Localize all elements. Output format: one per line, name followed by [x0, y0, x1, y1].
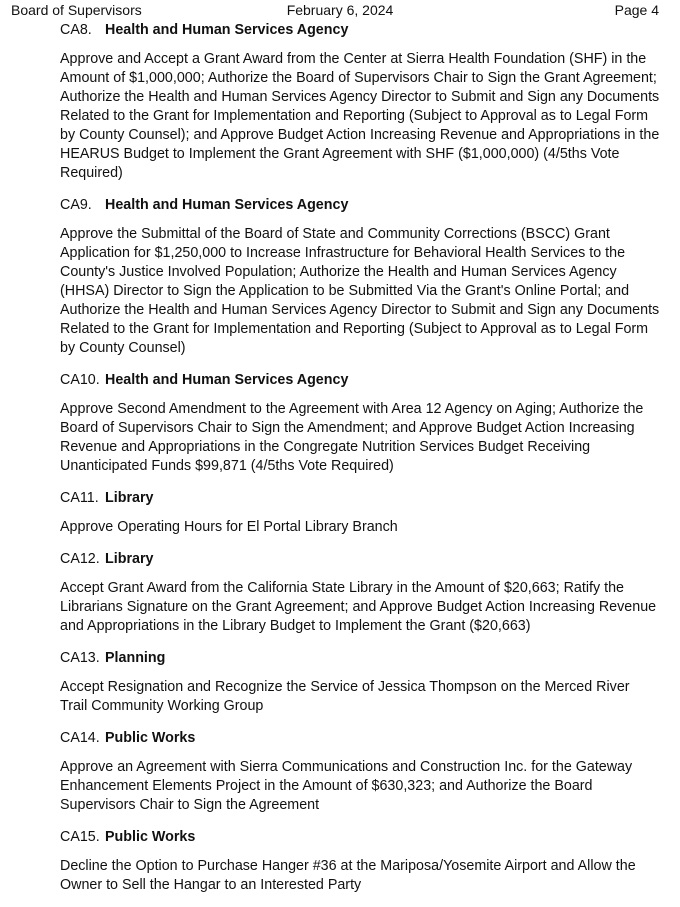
- item-department: Planning: [105, 650, 166, 666]
- agenda-item-ca9: [60, 195, 660, 358]
- header-date: February 6, 2024: [286, 2, 394, 18]
- item-code: CA15.: [60, 829, 100, 845]
- agenda-item-ca13: [60, 648, 660, 716]
- agenda-item-ca8: [60, 20, 660, 183]
- item-heading: [60, 549, 660, 570]
- item-department: Health and Human Services Agency: [105, 22, 349, 38]
- header-board-name: Board of Supervisors: [11, 2, 142, 18]
- item-code: CA9.: [60, 197, 92, 213]
- item-heading: [60, 728, 660, 749]
- item-code: CA11.: [60, 490, 99, 506]
- agenda-item-ca10: [60, 370, 660, 476]
- item-heading: [60, 195, 660, 216]
- item-code: CA8.: [60, 22, 92, 38]
- item-code: CA13.: [60, 650, 100, 666]
- item-code: CA10.: [60, 372, 100, 388]
- item-heading: [60, 488, 660, 509]
- item-heading: [60, 20, 660, 41]
- agenda-item-ca15: [60, 827, 660, 895]
- item-department: Health and Human Services Agency: [105, 197, 349, 213]
- item-description: Approve an Agreement with Sierra Communications and Construction Inc. for the Gateway Enhancement Elements Project in the Amount of $630,323; and Authorize the Board Supervisors Chair to Sign the Agreement: [60, 759, 633, 813]
- item-description: Accept Resignation and Recognize the Service of Jessica Thompson on the Merced River Trail Community Working Group: [60, 679, 630, 714]
- header-page-number: Page 4: [614, 2, 659, 18]
- page-header: [0, 0, 680, 20]
- item-department: Public Works: [105, 829, 196, 845]
- item-description: Approve and Accept a Grant Award from the Center at Sierra Health Foundation (SHF) in the Amount of $1,000,000; Authorize the Board of Supervisors Chair to Sign the Grant Agreement; Authorize the Health and Human Services Agency Director to Submit and Sign any Documents Related to the Grant for Implementation and Reporting (Subject to Approval as to Legal Form by County Counsel); and Approve Budget Action Increasing Revenue and Appropriations in the HEARUS Budget to Implement the Grant Agreement with SHF ($1,000,000) (4/5ths Vote Required): [60, 51, 660, 181]
- agenda-items: [60, 20, 660, 907]
- item-code: CA14.: [60, 730, 100, 746]
- item-department: Library: [105, 490, 154, 506]
- item-department: Health and Human Services Agency: [105, 372, 349, 388]
- item-description: Approve Operating Hours for El Portal Library Branch: [60, 519, 398, 535]
- item-department: Public Works: [105, 730, 196, 746]
- item-description: Approve the Submittal of the Board of State and Community Corrections (BSCC) Grant Application for $1,250,000 to Increase Infrastructure for Behavioral Health Services to the County's Justice Involved Population; Authorize the Health and Human Services Agency (HHSA) Director to Sign the Application to be Submitted Via the Grant's Online Portal; and Authorize the Health and Human Services Agency Director to Submit and Sign any Documents Related to the Grant for Implementation and Reporting (Subject to Approval as to Legal Form by County Counsel): [60, 226, 660, 356]
- agenda-item-ca14: [60, 728, 660, 815]
- item-department: Library: [105, 551, 154, 567]
- item-description: Decline the Option to Purchase Hanger #36 at the Mariposa/Yosemite Airport and Allow the Owner to Sell the Hangar to an Interested Party: [60, 858, 636, 893]
- item-description: Approve Second Amendment to the Agreement with Area 12 Agency on Aging; Authorize the Board of Supervisors Chair to Sign the Amendment; and Approve Budget Action Increasing Revenue and Appropriations in the Congregate Nutrition Services Budget Receiving Unanticipated Funds $99,871 (4/5ths Vote Required): [60, 401, 644, 474]
- agenda-item-ca12: [60, 549, 660, 636]
- item-code: CA12.: [60, 551, 100, 567]
- item-heading: [60, 827, 660, 848]
- item-heading: [60, 648, 660, 669]
- agenda-item-ca11: [60, 488, 660, 537]
- item-description: Accept Grant Award from the California State Library in the Amount of $20,663; Ratify the Librarians Signature on the Grant Agreement; and Approve Budget Action Increasing Revenue and Appropriations in the Library Budget to Implement the Grant ($20,663): [60, 580, 657, 634]
- item-heading: [60, 370, 660, 391]
